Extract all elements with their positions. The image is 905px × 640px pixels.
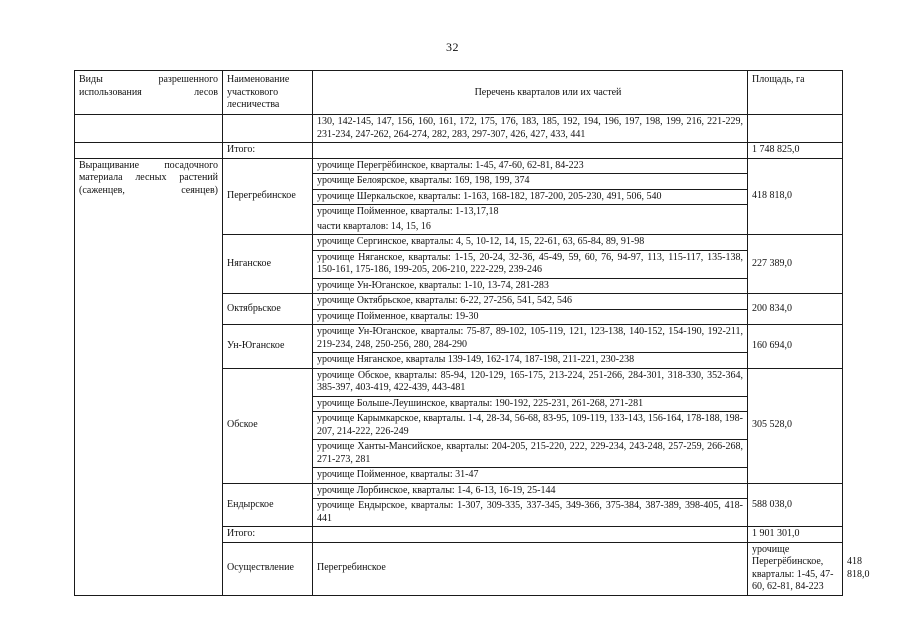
quarters-cell: урочище Ун-Юганское, кварталы: 1-10, 13-74, 281-283 (313, 278, 748, 294)
total-label: Итого: (223, 143, 313, 159)
forest-quarters-table (74, 70, 870, 596)
area-cell: 305 528,0 (748, 368, 843, 483)
area-cell: 200 834,0 (748, 294, 843, 325)
area-cell: 418 818,0 (748, 158, 843, 235)
area-cell: 160 694,0 (748, 325, 843, 369)
header-use-type: Виды разрешенного использования лесов (75, 71, 223, 115)
table-row: Осуществление Перегребинское урочище Перегрёбинское, кварталы: 1-45, 47-60, 62-81, 84-223 418 818,0 (75, 542, 843, 595)
use-type-cell: Выращивание посадочного материала лесных растений (саженцев, сеянцев) (75, 158, 223, 595)
header-forestry-name: Наименование участкового лесничества (223, 71, 313, 115)
forestry-name: Няганское (223, 235, 313, 294)
quarters-cell: урочище Лорбинское, кварталы: 1-4, 6-13, 16-19, 25-144 (313, 483, 748, 499)
forestry-name: Ендырское (223, 483, 313, 527)
total-label: Итого: (223, 527, 313, 543)
page-number: 32 (446, 40, 459, 54)
quarters-cell: урочище Няганское, кварталы: 1-15, 20-24, 32-36, 45-49, 59, 60, 76, 94-97, 113, 115-117, 135-138, 150-161, 175-186, 199-205, 206-210, 222-229, 239-246 (313, 250, 748, 278)
quarters-cell: урочище Сергинское, кварталы: 4, 5, 10-12, 14, 15, 22-61, 63, 65-84, 89, 91-98 (313, 235, 748, 251)
use-type-cell: Осуществление (223, 542, 313, 595)
quarters-cell: урочище Пойменное, кварталы: 31-47 (313, 468, 748, 484)
area-cell: 588 038,0 (748, 483, 843, 527)
quarters-cell: урочище Перегрёбинское, кварталы: 1-45, 47-60, 62-81, 84-223 (313, 158, 748, 174)
quarters-cell: урочище Пойменное, кварталы: 19-30 (313, 309, 748, 325)
header-quarters-list: Перечень кварталов или их частей (313, 71, 748, 115)
quarters-cell: урочище Карымкарское, кварталы. 1-4, 28-34, 56-68, 83-95, 109-119, 133-143, 156-164, 178-188, 198-207, 214-222, 226-249 (313, 412, 748, 440)
quarters-cell: урочище Белоярское, кварталы: 169, 198, 199, 374 (313, 174, 748, 190)
total-row (75, 143, 843, 159)
table-row (75, 158, 843, 174)
header-area: Площадь, га (748, 71, 843, 115)
quarters-cell: урочище Октябрьское, кварталы: 6-22, 27-256, 541, 542, 546 (313, 294, 748, 310)
quarters-cell: урочище Больше-Леушинское, кварталы: 190-192, 225-231, 261-268, 271-281 (313, 396, 748, 412)
quarters-cell: урочище Пойменное, кварталы: 1-13,17,18 (313, 205, 748, 220)
total-area: 1 748 825,0 (748, 143, 843, 159)
quarters-cell: урочище Шеркальское, кварталы: 1-163, 168-182, 187-200, 205-230, 491, 506, 540 (313, 189, 748, 205)
forestry-name: Обское (223, 368, 313, 483)
forestry-name: Перегребинское (223, 158, 313, 235)
quarters-cell: урочище Ендырское, кварталы: 1-307, 309-335, 337-345, 349-366, 375-384, 387-389, 398-405, 418-441 (313, 499, 748, 527)
quarters-cell: урочище Обское, кварталы: 85-94, 120-129, 165-175, 213-224, 251-266, 284-301, 318-330, 352-364, 385-397, 403-419, 422-439, 443-481 (313, 368, 748, 396)
table-header-row (75, 71, 843, 115)
forestry-name: Перегребинское (313, 542, 748, 595)
quarters-cell: 130, 142-145, 147, 156, 160, 161, 172, 175, 176, 183, 185, 192, 194, 196, 197, 198, 199, 216, 221-229, 231-234, 247-262, 264-274, 282, 283, 297-307, 426, 427, 433, 441 (313, 115, 748, 143)
quarters-cell: урочище Ханты-Мансийское, кварталы: 204-205, 215-220, 222, 229-234, 243-248, 257-259, 266-268, 271-273, 281 (313, 440, 748, 468)
total-area: 1 901 301,0 (748, 527, 843, 543)
area-cell: 227 389,0 (748, 235, 843, 294)
quarters-cell: урочище Ун-Юганское, кварталы: 75-87, 89-102, 105-119, 121, 123-138, 140-152, 154-190, 192-211, 219-234, 248, 250-256, 280, 284-290 (313, 325, 748, 353)
quarters-cell: части кварталов: 14, 15, 16 (313, 220, 748, 235)
forestry-name: Октябрьское (223, 294, 313, 325)
quarters-cell: урочище Няганское, кварталы 139-149, 162-174, 187-198, 211-221, 230-238 (313, 353, 748, 369)
table-row (75, 115, 843, 143)
forestry-name: Ун-Юганское (223, 325, 313, 369)
quarters-cell: урочище Перегрёбинское, кварталы: 1-45, 47-60, 62-81, 84-223 (748, 542, 843, 595)
